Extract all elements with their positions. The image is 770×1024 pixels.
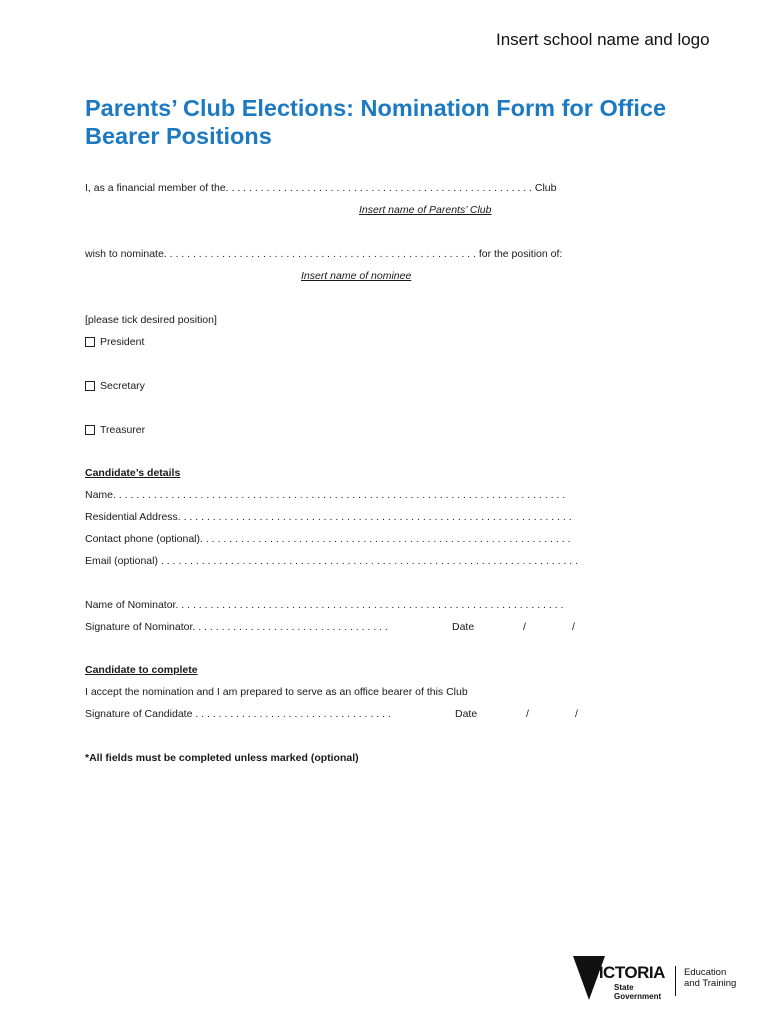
nominee-name-hint: Insert name of nominee bbox=[301, 270, 412, 282]
date-separator: / bbox=[572, 621, 575, 633]
candidate-signature-field[interactable]: Signature of Candidate . . . . . . . . . . . . . . . . . . . . . . . . . . . . . . . . . . bbox=[85, 708, 391, 720]
club-name-hint: Insert name of Parents’ Club bbox=[359, 204, 492, 216]
nominator-date-label[interactable]: Date bbox=[452, 621, 475, 633]
candidate-details-heading: Candidate’s details bbox=[85, 467, 181, 479]
victoria-wordmark: VICTORIA bbox=[588, 963, 665, 982]
candidate-date-label[interactable]: Date bbox=[455, 708, 478, 720]
acceptance-statement: I accept the nomination and I am prepared to serve as an office bearer of this Club bbox=[85, 686, 468, 698]
date-separator: / bbox=[575, 708, 578, 720]
checkbox-icon[interactable] bbox=[85, 381, 95, 391]
position-option-president[interactable] bbox=[85, 335, 144, 349]
footnote: *All fields must be completed unless marked (optional) bbox=[85, 752, 359, 764]
nominate-line[interactable]: wish to nominate. . . . . . . . . . . . . . . . . . . . . . . . . . . . . . . . . . . . . . . . . . . . . . . . . . . . . . for the position of: bbox=[85, 248, 563, 260]
candidate-email-field[interactable]: Email (optional) . . . . . . . . . . . . . . . . . . . . . . . . . . . . . . . . . . . . . . . . . . . . . . . . . . . . . . . . . . . . . . . . . . . . . . . . bbox=[85, 555, 579, 567]
date-separator: / bbox=[526, 708, 529, 720]
nominator-signature-field[interactable]: Signature of Nominator. . . . . . . . . . . . . . . . . . . . . . . . . . . . . . . . . . bbox=[85, 621, 388, 633]
position-label: President bbox=[100, 336, 145, 348]
position-label: Secretary bbox=[100, 380, 145, 392]
checkbox-icon[interactable] bbox=[85, 337, 95, 347]
candidate-name-field[interactable]: Name. . . . . . . . . . . . . . . . . . . . . . . . . . . . . . . . . . . . . . . . . . . . . . . . . . . . . . . . . . . . . . . . . . . . . . . . . . . . . . bbox=[85, 489, 566, 501]
position-option-secretary[interactable] bbox=[85, 379, 145, 393]
candidate-phone-field[interactable]: Contact phone (optional). . . . . . . . . . . . . . . . . . . . . . . . . . . . . . . . . . . . . . . . . . . . . . . . . . . . . . . . . . . . . . . . bbox=[85, 533, 571, 545]
nominator-name-field[interactable]: Name of Nominator. . . . . . . . . . . . . . . . . . . . . . . . . . . . . . . . . . . . . . . . . . . . . . . . . . . . . . . . . . . . . . . . . . . bbox=[85, 599, 564, 611]
candidate-complete-heading: Candidate to complete bbox=[85, 664, 198, 676]
logo-divider bbox=[675, 966, 676, 996]
checkbox-icon[interactable] bbox=[85, 425, 95, 435]
candidate-address-field[interactable]: Residential Address. . . . . . . . . . . . . . . . . . . . . . . . . . . . . . . . . . . . . . . . . . . . . . . . . . . . . . . . . . . . . . . . . . . . bbox=[85, 511, 572, 523]
state-government-label: State Government bbox=[614, 983, 662, 1001]
school-name-placeholder: Insert school name and logo bbox=[496, 30, 710, 49]
page-title: Parents’ Club Elections: Nomination Form for Office Bearer Positions bbox=[85, 95, 667, 149]
department-label: Education and Training bbox=[684, 967, 737, 989]
date-separator: / bbox=[523, 621, 526, 633]
position-label: Treasurer bbox=[100, 424, 146, 436]
member-line[interactable]: I, as a financial member of the. . . . . . . . . . . . . . . . . . . . . . . . . . . . . . . . . . . . . . . . . . . . . . . . . . . . . Club bbox=[85, 182, 557, 194]
position-instruction: [please tick desired position] bbox=[85, 314, 217, 326]
position-option-treasurer[interactable] bbox=[85, 423, 145, 437]
